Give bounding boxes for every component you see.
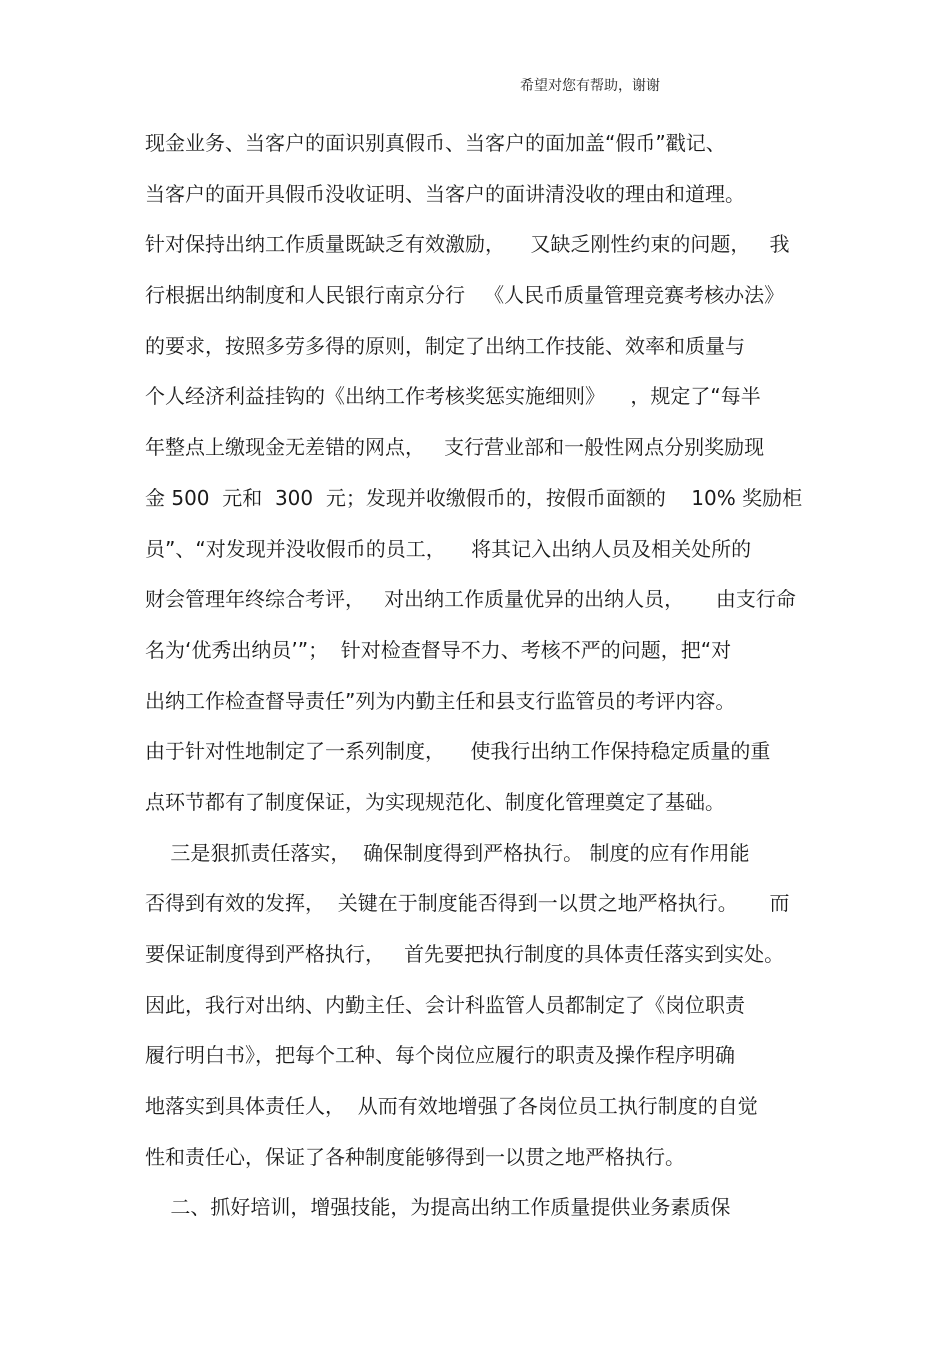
text-line: 三是狠抓责任落实， 确保制度得到严格执行。 制度的应有作用能: [145, 840, 750, 865]
text-line: 当客户的面开具假币没收证明、当客户的面讲清没收的理由和道理。: [145, 181, 745, 206]
text-line: 二、抓好培训，增强技能，为提高出纳工作质量提供业务素质保: [145, 1195, 731, 1220]
text-line: 针对保持出纳工作质量既缺乏有效激励， 又缺乏刚性约束的问题， 我: [145, 232, 790, 257]
text-line: 性和责任心，保证了各种制度能够得到一以贯之地严格执行。: [145, 1144, 685, 1169]
text-line: 行根据出纳制度和人民银行南京分行 《人民币质量管理竞赛考核办法》: [145, 283, 785, 308]
text-line: 履行明白书》，把每个工种、每个岗位应履行的职责及操作程序明确: [145, 1043, 735, 1068]
text-line: 出纳工作检查督导责任”列为内勤主任和县支行监管员的考评内容。: [145, 688, 736, 713]
text-line: 员”、“对发现并没收假币的员工， 将其记入出纳人员及相关处所的: [145, 536, 752, 561]
text-line: 名为‘优秀出纳员’”； 针对检查督导不力、考核不严的问题，把“对: [145, 637, 732, 662]
body-text: [145, 128, 815, 1243]
text-line: 地落实到具体责任人， 从而有效地增强了各岗位员工执行制度的自觉: [145, 1094, 758, 1119]
text-line: 的要求，按照多劳多得的原则，制定了出纳工作技能、效率和质量与: [145, 333, 745, 358]
text-line: 现金业务、当客户的面识别真假币、当客户的面加盖“假币”戳记、: [145, 131, 726, 155]
text-line: 要保证制度得到严格执行， 首先要把执行制度的具体责任落实到实处。: [145, 942, 785, 966]
text-line: 由于针对性地制定了一系列制度， 使我行出纳工作保持稳定质量的重: [145, 739, 771, 764]
text-line: 金 500 元和 300 元；发现并收缴假币的，按假币面额的 10% 奖励柜: [145, 485, 803, 510]
text-line: 因此，我行对出纳、内勤主任、会计科监管人员都制定了《岗位职责: [145, 992, 745, 1017]
text-line: 年整点上缴现金无差错的网点， 支行营业部和一般性网点分别奖励现: [145, 435, 765, 460]
text-line: 财会管理年终综合考评， 对出纳工作质量优异的出纳人员， 由支行命: [145, 587, 796, 612]
text-line: 个人经济利益挂钩的《出纳工作考核奖惩实施细则》 ，规定了“每半: [145, 384, 761, 409]
text-line: 否得到有效的发挥， 关键在于制度能否得到一以贯之地严格执行。 而: [145, 891, 790, 916]
text-line: 点环节都有了制度保证，为实现规范化、制度化管理奠定了基础。: [145, 789, 725, 814]
page-header: 希望对您有帮助，谢谢: [520, 78, 660, 94]
